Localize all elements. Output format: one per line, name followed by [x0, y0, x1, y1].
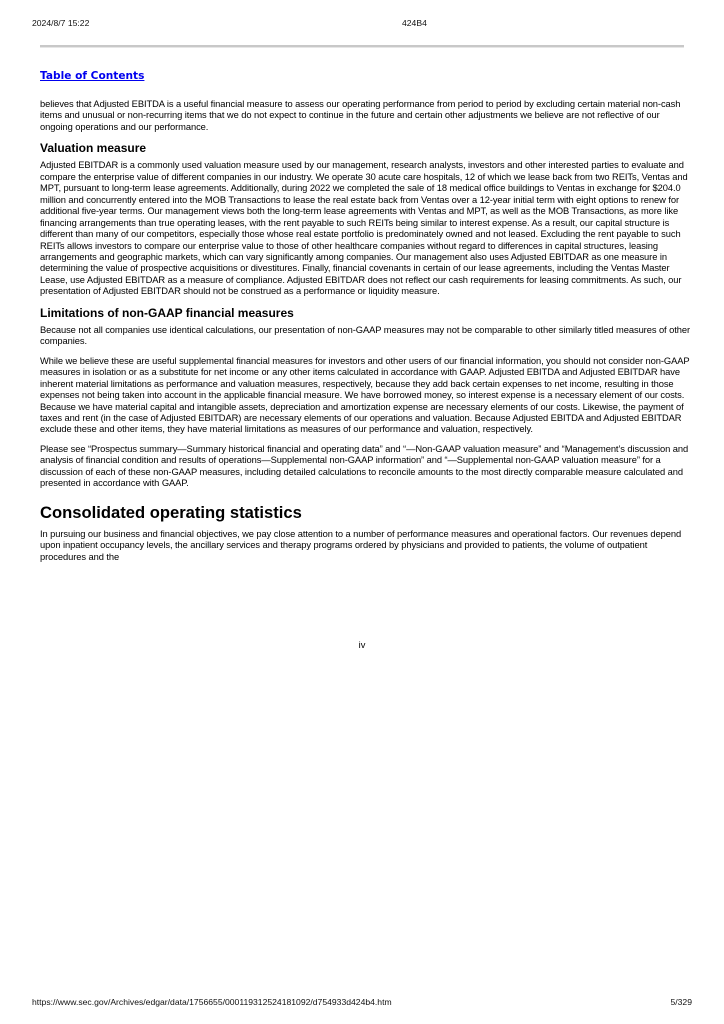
- operating-statistics-paragraph: In pursuing our business and financial objectives, we pay close attention to a number of performance measures and operational factors. Our revenues depend upon inpatient occupancy levels, the ancillary services and therapy programs ordered by physicians and provided to patients, the volume of outpatient procedures and the: [40, 528, 682, 562]
- page-url: https://www.sec.gov/Archives/edgar/data/1756655/000119312524181092/d754933d424b4.htm: [32, 997, 392, 1007]
- print-document-title: 424B4: [402, 18, 427, 28]
- limitations-heading: Limitations of non-GAAP financial measures: [40, 305, 294, 320]
- limitations-paragraph-1: Because not all companies use identical calculations, our presentation of non-GAAP measures may not be comparable to other similarly titled measures of other companies.: [40, 324, 690, 347]
- valuation-measure-heading: Valuation measure: [40, 141, 147, 156]
- valuation-measure-paragraph: Adjusted EBITDAR is a commonly used valuation measure used by our management, research analysts, investors and other interested parties to evaluate and compare the enterprise value of different companies in our industry. We operate 30 acute care hospitals, 12 of which we lease back from two REITs, Ventas and MPT, pursuant to long-term lease agreements. Additionally, during 2022 we completed the sale of 18 medical office buildings to Ventas in exchange for $204.0 million and concurrently entered into the MOB Transactions to lease the real estate back from Ventas over a 12-year initial term with eight options to renew for additional five-year terms. Our management views both the long-term lease agreements with Ventas and MPT, as well as the MOB Transactions, as more like financing arrangements than true operating leases, with the rent payable to such REITs being similar to interest expense. As a result, our capital structure is different than many of our competitors, especially those whose real estate portfolio is predominately owned and not leased. Excluding the rent payable to such REITs allows investors to compare our enterprise value to those of other healthcare companies without regard to differences in capital structures, leasing arrangements and geographic markets, which can vary significantly among companies. Our management also uses Adjusted EBITDAR as one measure in determining the value of prospective acquisitions or divestitures. Finally, financial covenants in certain of our lease agreements, including the Ventas Master Lease, use Adjusted EBITDAR as a measure of compliance. Adjusted EBITDAR does not reflect our cash requirements for leasing commitments. As such, our presentation of Adjusted EBITDAR should not be construed as a performance or liquidity measure.: [40, 160, 688, 297]
- header-divider: [40, 45, 684, 48]
- limitations-paragraph-2: While we believe these are useful supplemental financial measures for investors and other users of our financial information, you should not consider non-GAAP measures in isolation or as a substitute for net income or any other items calculated in accordance with GAAP. Adjusted EBITDA and Adjusted EBITDAR have inherent material limitations as performance and valuation measures, respectively, because they add back certain expenses to net income, resulting in those expenses not being taken into account in the applicable financial measure. We have borrowed money, so interest expense is a necessary element of our costs. Because we have material capital and intangible assets, depreciation and amortization expense are necessary elements of our costs. Likewise, the payment of taxes and rent (in the case of Adjusted EBITDAR) are necessary elements of our operations and valuation. Because Adjusted EBITDA and Adjusted EBITDAR exclude these and other items, they have material limitations as measures of our performance and valuation, respectively.: [40, 355, 690, 435]
- print-footer: [32, 997, 692, 1009]
- print-date: 2024/8/7 15:22: [32, 18, 90, 28]
- intro-paragraph: believes that Adjusted EBITDA is a useful financial measure to assess our operating performance from period to period by excluding certain material non-cash items and unusual or non-recurring items that we do not expect to continue in the future and certain other adjustments we believe are not reflective of our ongoing operations and our performance.: [40, 99, 681, 132]
- document-body: [40, 66, 690, 571]
- operating-statistics-heading: Consolidated operating statistics: [40, 502, 302, 522]
- limitations-paragraph-3: Please see “Prospectus summary—Summary historical financial and operating data” and “—Non-GAAP valuation measure” and “Management’s discussion and analysis of financial condition and results of operations—Supplemental non-GAAP information” and “—Supplemental non-GAAP valuation measure” for a discussion of each of these non-GAAP measures, including detailed calculations to reconcile amounts to the most directly comparable measure calculated and presented in accordance with GAAP.: [40, 443, 689, 489]
- table-of-contents-link[interactable]: Table of Contents: [40, 70, 145, 82]
- page-count: 5/329: [670, 997, 692, 1007]
- print-header: [32, 18, 692, 30]
- page-number: iv: [358, 640, 366, 650]
